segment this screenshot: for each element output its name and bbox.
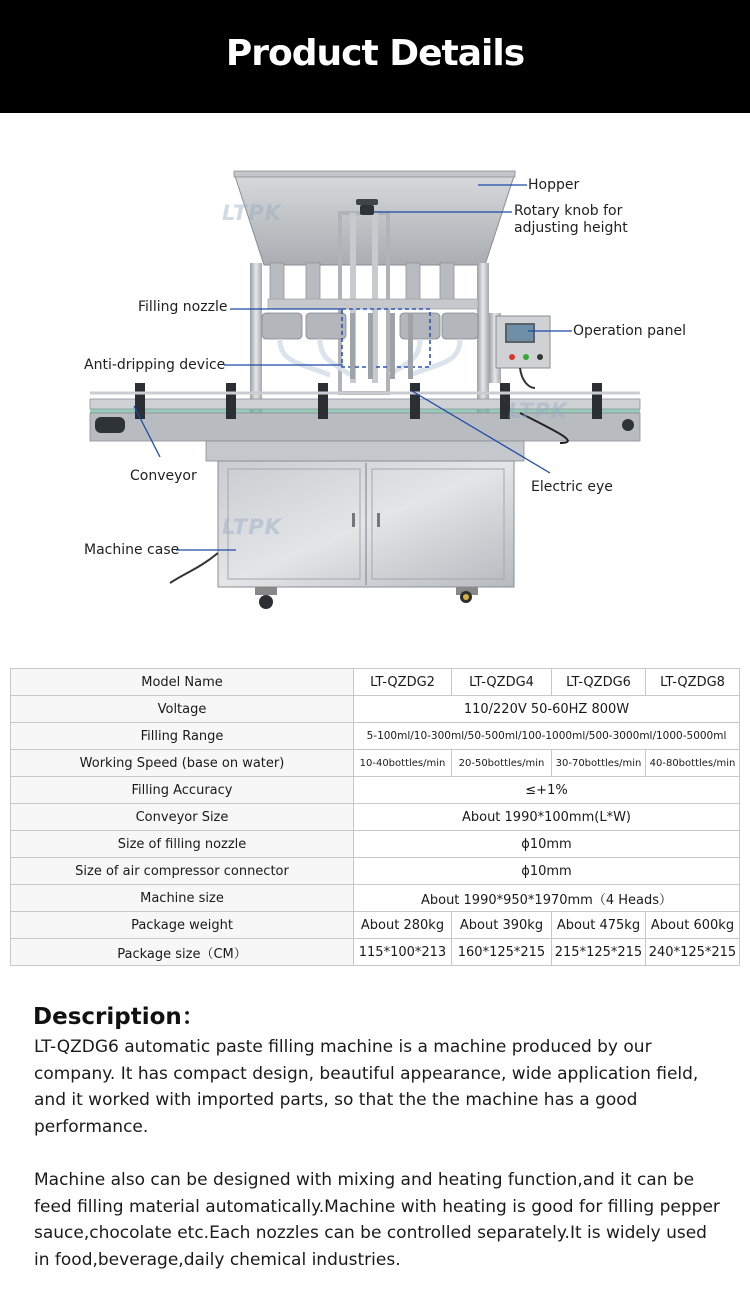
table-row [11,831,740,858]
value-cell: About 1990*950*1970mm（4 Heads） [354,885,740,912]
row-label: Conveyor Size [11,804,354,831]
value-cell: About 390kg [452,912,552,939]
table-row [11,750,740,777]
table-row [11,723,740,750]
machine-figure [0,113,750,653]
callout-rotary-knob-line2: adjusting height [514,220,628,236]
value-cell: 30-70bottles/min [552,750,646,777]
table-row [11,939,740,966]
value-cell: 240*125*215 [646,939,740,966]
model-cell: LT-QZDG8 [646,669,740,696]
row-label: Filling Range [11,723,354,750]
table-row [11,696,740,723]
value-cell: ϕ10mm [354,831,740,858]
value-cell: 160*125*215 [452,939,552,966]
row-label: Working Speed (base on water) [11,750,354,777]
value-cell: About 600kg [646,912,740,939]
value-cell: 40-80bottles/min [646,750,740,777]
callout-machine-case: Machine case [84,542,180,558]
value-cell: 110/220V 50-60HZ 800W [354,696,740,723]
row-label: Size of air compressor connector [11,858,354,885]
callout-conveyor: Conveyor [130,468,197,484]
value-cell: About 280kg [354,912,452,939]
table-row [11,777,740,804]
callout-hopper: Hopper [528,177,580,193]
description-title: Description： [33,1004,205,1030]
row-label: Size of filling nozzle [11,831,354,858]
value-cell: About 475kg [552,912,646,939]
table-row [11,885,740,912]
row-label: Package size（CM） [11,939,354,966]
value-cell: About 1990*100mm(L*W) [354,804,740,831]
description-paragraph-2: Machine also can be designed with mixing and heating function,and it can be feed filling material automatically.Machine with heating is good for filling pepper sauce,chocolate etc.Each nozzles can be controlled separately.It is widely used in food,beverage,daily chemical industries. [34,1170,720,1270]
table-row [11,669,740,696]
value-cell: 5-100ml/10-300ml/50-500ml/100-1000ml/500-3000ml/1000-5000ml [354,723,740,750]
watermark-logo: LTPK [222,201,282,225]
callout-electric-eye: Electric eye [531,479,613,495]
row-label: Machine size [11,885,354,912]
table-row [11,858,740,885]
description-paragraph-1: LT-QZDG6 automatic paste filling machine is a machine produced by our company. It has compact design, beautiful appearance, wide application field, and it worked with imported parts, so that the the machine has a good performance. [34,1037,699,1137]
value-cell: 10-40bottles/min [354,750,452,777]
value-cell: ϕ10mm [354,858,740,885]
watermark-logo: LTPK [508,399,568,423]
callout-anti-dripping-device: Anti-dripping device [84,357,226,373]
value-cell: 20-50bottles/min [452,750,552,777]
row-label: Model Name [11,669,354,696]
value-cell: 115*100*213 [354,939,452,966]
table-row [11,912,740,939]
row-label: Voltage [11,696,354,723]
row-label: Package weight [11,912,354,939]
callout-operation-panel: Operation panel [573,323,686,339]
model-cell: LT-QZDG6 [552,669,646,696]
model-cell: LT-QZDG2 [354,669,452,696]
value-cell: ≤+1% [354,777,740,804]
watermark-logo: LTPK [222,515,282,539]
header-banner [0,0,750,113]
page-title: Product Details [225,33,525,74]
filling-machine-illustration [0,113,750,653]
callout-rotary-knob-line1: Rotary knob for [514,203,623,219]
spec-table [10,668,740,966]
table-row [11,804,740,831]
value-cell: 215*125*215 [552,939,646,966]
callout-filling-nozzle: Filling nozzle [138,299,228,315]
row-label: Filling Accuracy [11,777,354,804]
model-cell: LT-QZDG4 [452,669,552,696]
